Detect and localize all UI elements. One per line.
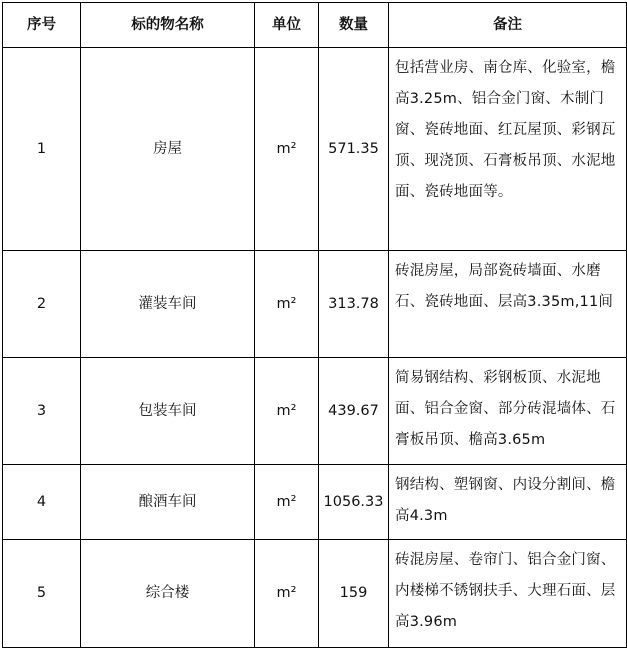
row-seq: 4 xyxy=(3,465,81,540)
row-note: 钢结构、塑钢窗、内设分割间、檐高4.3m xyxy=(389,465,627,540)
row-note: 砖混房屋，局部瓷砖墙面、水磨石、瓷砖地面、层高3.35m,11间 xyxy=(389,251,627,358)
row-seq: 1 xyxy=(3,48,81,251)
row-name: 包装车间 xyxy=(81,358,255,465)
table-row xyxy=(3,540,627,648)
row-unit: m² xyxy=(255,465,319,540)
row-unit: m² xyxy=(255,358,319,465)
row-unit: m² xyxy=(255,540,319,648)
table-row xyxy=(3,358,627,465)
header-name: 标的物名称 xyxy=(81,3,255,48)
header-row xyxy=(3,3,627,48)
row-name: 房屋 xyxy=(81,48,255,251)
header-seq: 序号 xyxy=(3,3,81,48)
row-note: 砖混房屋、卷帘门、铝合金门窗、内楼梯不锈钢扶手、大理石面、层高3.96m xyxy=(389,540,627,648)
row-seq: 2 xyxy=(3,251,81,358)
row-seq: 5 xyxy=(3,540,81,648)
table-row xyxy=(3,48,627,251)
row-qty: 313.78 xyxy=(319,251,389,358)
row-seq: 3 xyxy=(3,358,81,465)
header-unit: 单位 xyxy=(255,3,319,48)
row-name: 综合楼 xyxy=(81,540,255,648)
table-row xyxy=(3,251,627,358)
header-qty: 数量 xyxy=(319,3,389,48)
row-unit: m² xyxy=(255,48,319,251)
row-unit: m² xyxy=(255,251,319,358)
header-note: 备注 xyxy=(389,3,627,48)
table-row xyxy=(3,465,627,540)
row-note: 简易钢结构、彩钢板顶、水泥地面、铝合金窗、部分砖混墙体、石膏板吊顶、檐高3.65m xyxy=(389,358,627,465)
row-qty: 439.67 xyxy=(319,358,389,465)
row-qty: 159 xyxy=(319,540,389,648)
asset-table xyxy=(2,2,627,648)
row-name: 酿酒车间 xyxy=(81,465,255,540)
row-note: 包括营业房、南仓库、化验室，檐高3.25m、铝合金门窗、木制门窗、瓷砖地面、红瓦屋顶、彩钢瓦顶、现浇顶、石膏板吊顶、水泥地面、瓷砖地面等。 xyxy=(389,48,627,251)
row-qty: 1056.33 xyxy=(319,465,389,540)
row-name: 灌装车间 xyxy=(81,251,255,358)
row-qty: 571.35 xyxy=(319,48,389,251)
